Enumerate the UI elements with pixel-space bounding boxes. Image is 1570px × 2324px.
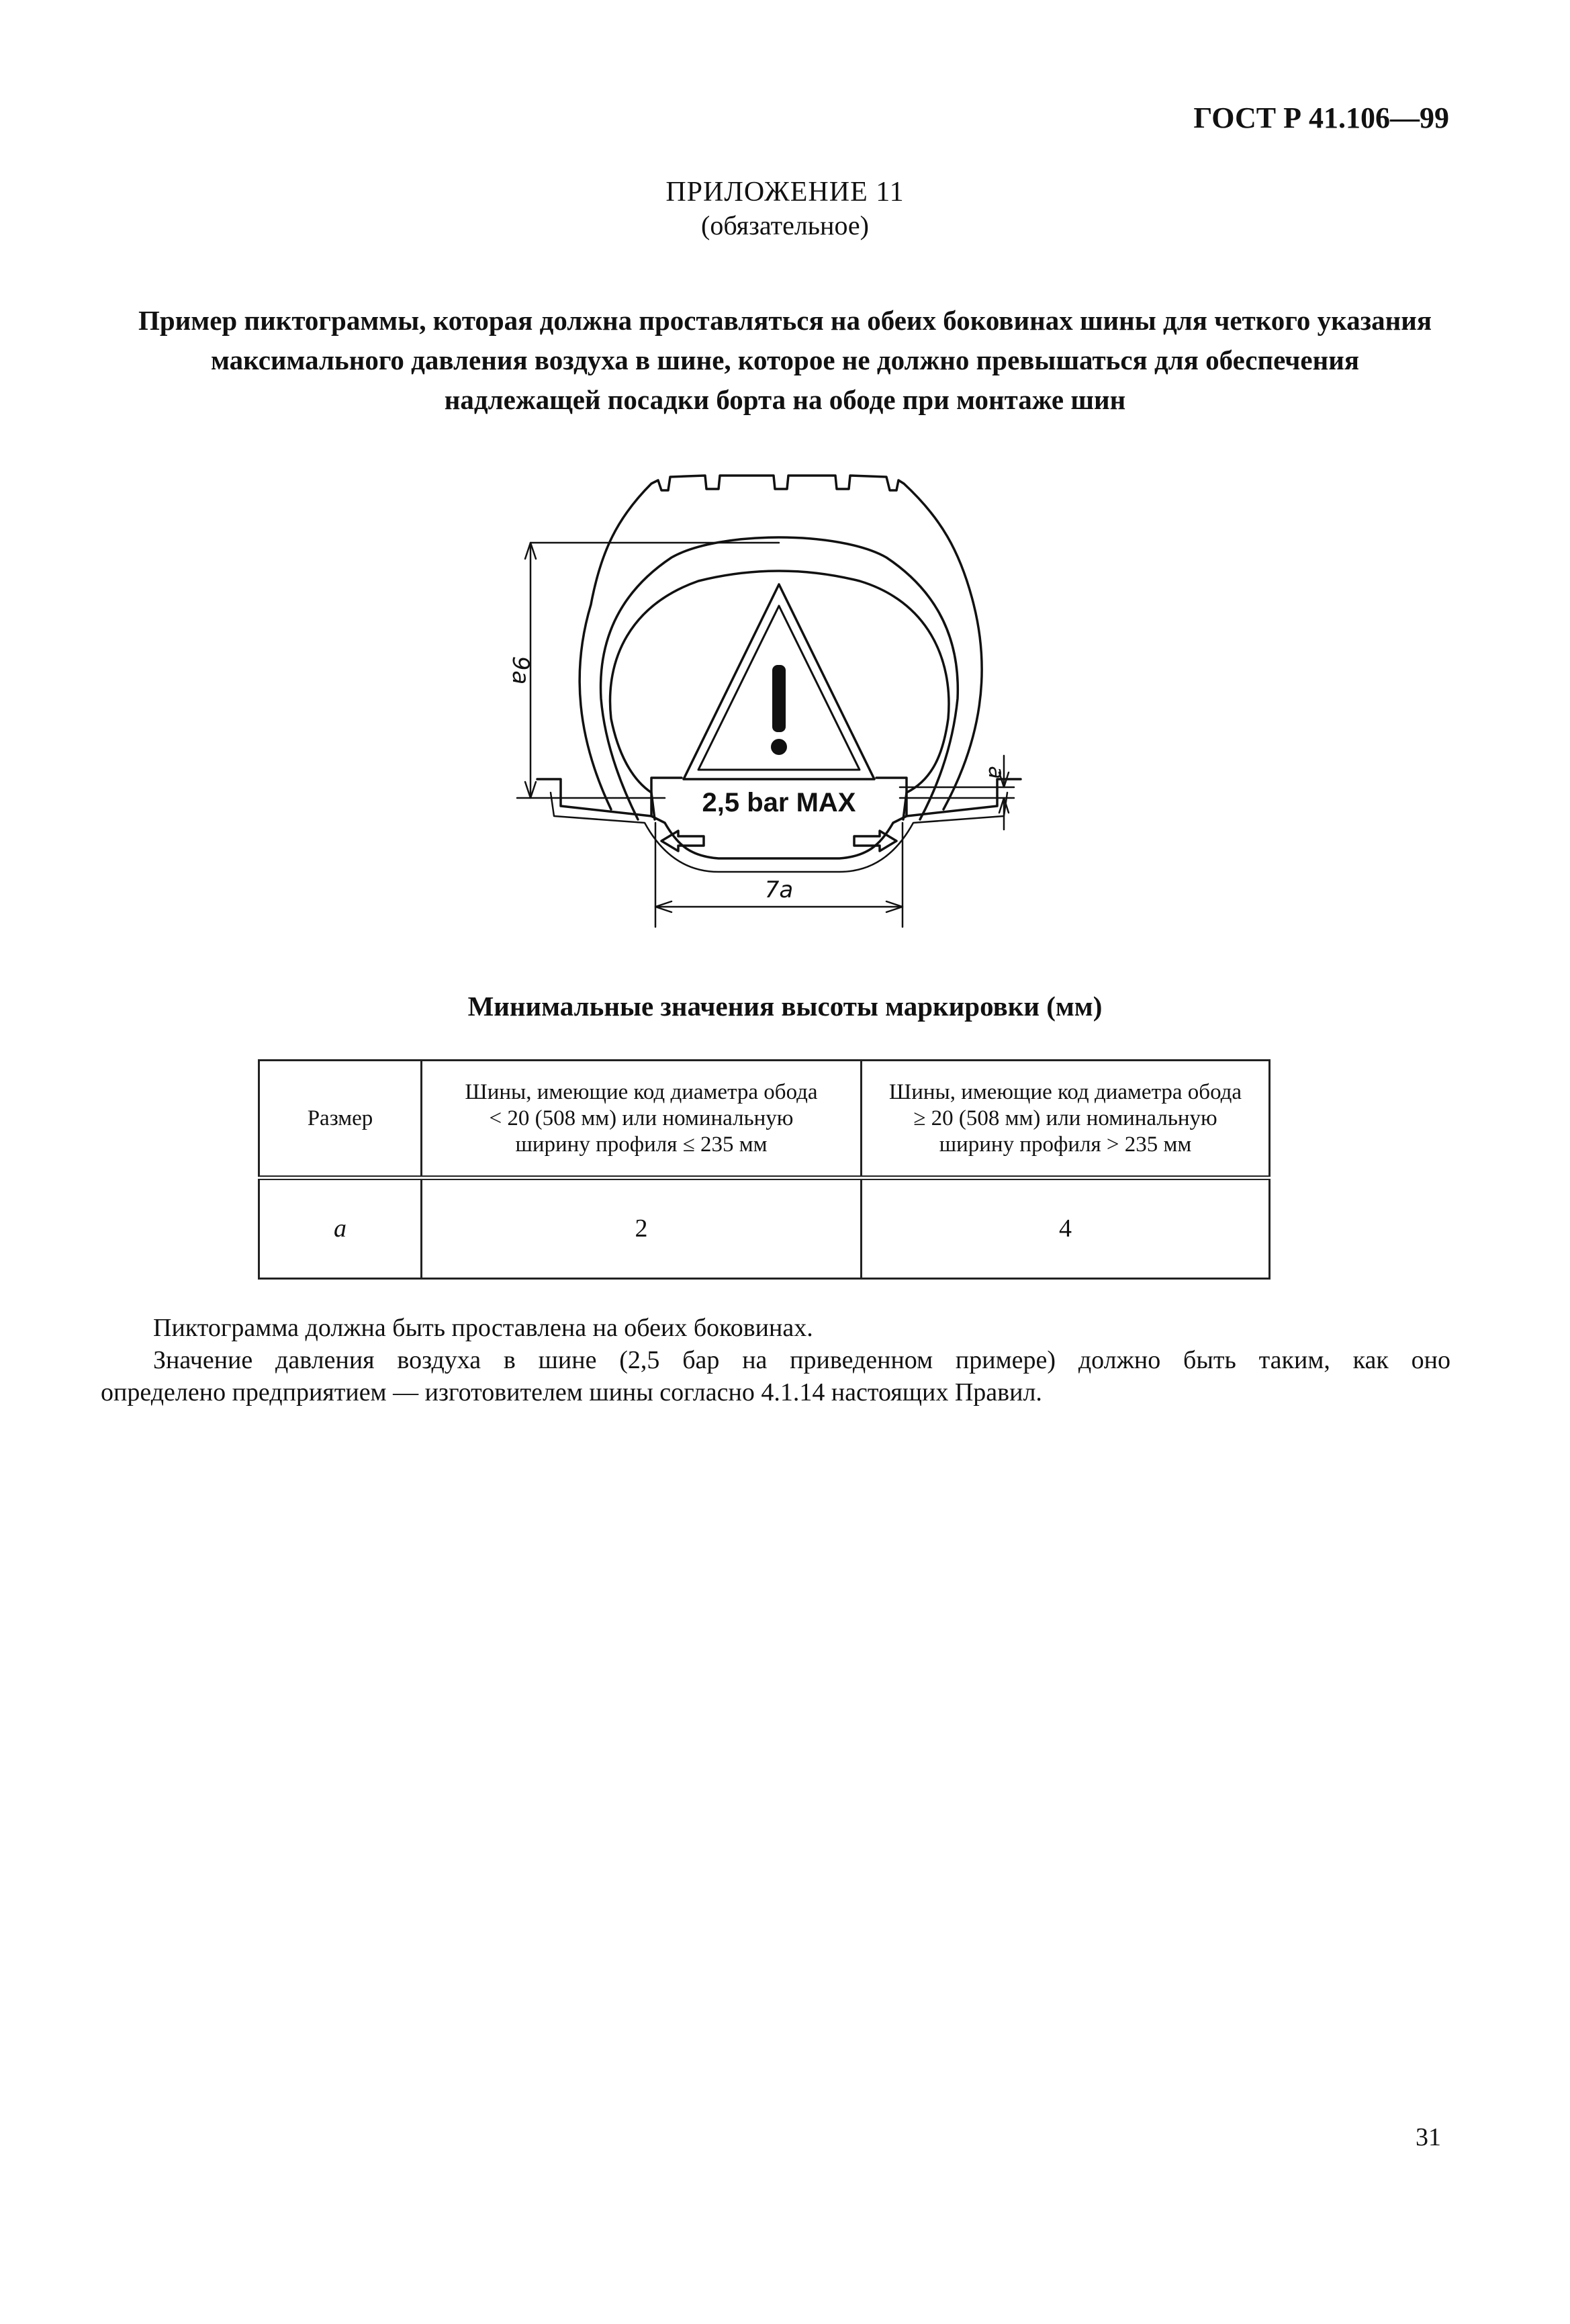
header-large-rim [862, 1061, 1270, 1178]
table-header-row [259, 1061, 1270, 1178]
dimension-9a-line [517, 543, 779, 798]
header-size: Размер [259, 1061, 422, 1178]
dimension-7a-label: 7a [764, 877, 794, 903]
pressure-label: 2,5 bar MAX [702, 788, 856, 817]
exclamation-dot [771, 739, 787, 755]
header-small-line-3: ширину профиля ≤ 235 мм [515, 1132, 768, 1157]
right-arrow-icon [854, 831, 896, 851]
heading-line-2: максимального давления воздуха в шине, которое не должно превышаться для обеспечения [210, 345, 1360, 375]
left-arrow-icon [661, 831, 704, 851]
header-large-line-3: ширину профиля > 235 мм [939, 1132, 1192, 1157]
paragraph-2-line-1: Значение давления воздуха в шине (2,5 бар на приведенном примере) должно быть таким, как оно [153, 1346, 1450, 1374]
tire-pictogram-figure [497, 457, 1048, 940]
appendix-status: (обязательное) [701, 210, 869, 240]
heading-line-3: надлежащей посадки борта на ободе при монтаже шин [444, 384, 1126, 415]
appendix-title: ПРИЛОЖЕНИЕ 11 [665, 177, 905, 208]
marking-height-table [258, 1059, 1271, 1280]
cell-size: a [259, 1178, 422, 1279]
header-large-line-2: ≥ 20 (508 мм) или номинальную [913, 1106, 1217, 1130]
table-row [259, 1178, 1270, 1279]
tire-tread-outline [580, 476, 982, 809]
paragraph-2-line-2: определено предприятием — изготовителем шины согласно 4.1.14 настоящих Правил. [101, 1378, 1042, 1406]
cell-large-rim: 4 [862, 1178, 1270, 1279]
cell-small-rim: 2 [422, 1178, 862, 1279]
section-heading [101, 301, 1469, 420]
table-title: Минимальные значения высоты маркировки (мм) [467, 991, 1103, 1022]
exclamation-bar [772, 665, 786, 732]
document-number: ГОСТ Р 41.106—99 [1193, 101, 1449, 134]
header-large-line-1: Шины, имеющие код диаметра обода [888, 1079, 1242, 1104]
dimension-7a-line [655, 823, 903, 927]
heading-line-1: Пример пиктограммы, которая должна проставляться на обеих боковинах шины для четкого указания [138, 305, 1432, 336]
dimension-a-label: a [984, 766, 1009, 779]
header-small-rim [422, 1061, 862, 1178]
paragraph-1: Пиктограмма должна быть проставлена на обеих боковинах. [153, 1314, 813, 1342]
dimension-9a-label: 9a [507, 656, 534, 685]
header-small-line-2: < 20 (508 мм) или номинальную [489, 1106, 794, 1130]
page-number: 31 [1416, 2123, 1441, 2151]
header-small-line-1: Шины, имеющие код диаметра обода [465, 1079, 818, 1104]
